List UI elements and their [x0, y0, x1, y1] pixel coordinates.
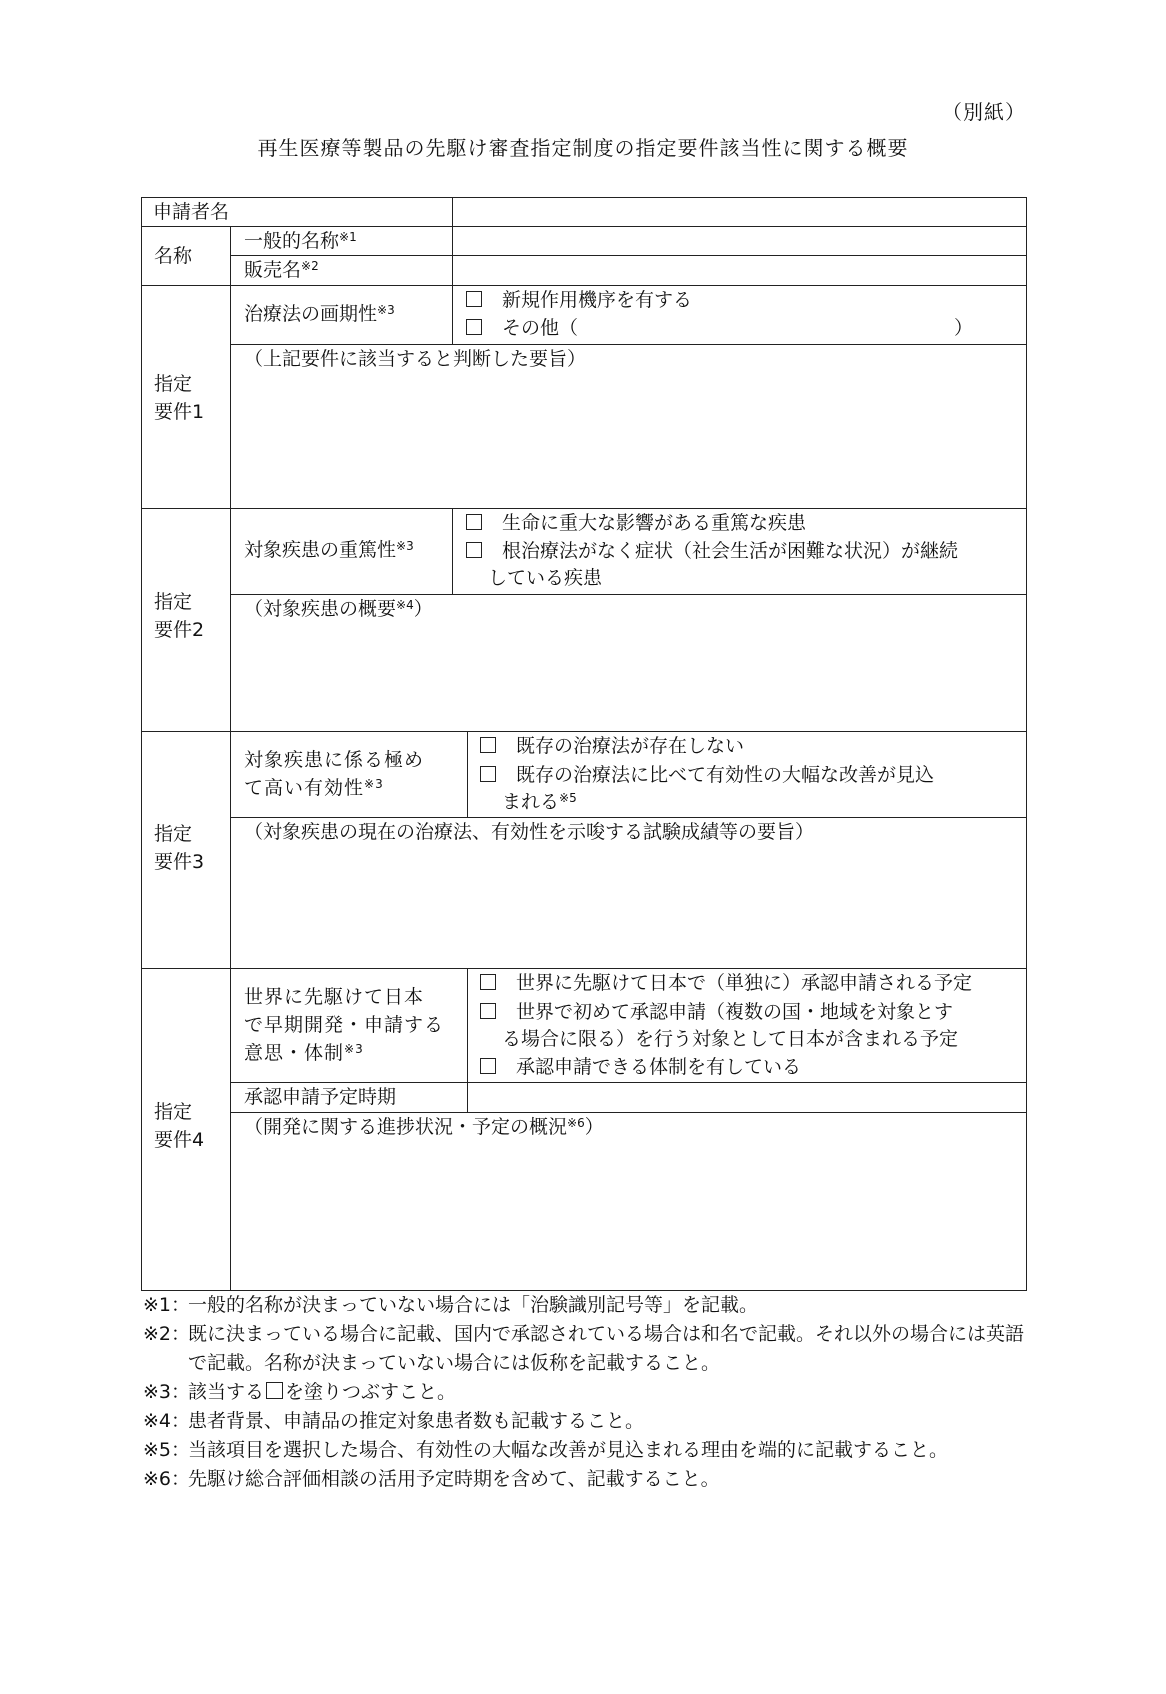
req3-label: 指定 要件3	[154, 823, 205, 873]
req3-detail-label: （対象疾患の現在の治療法、有効性を示唆する試験成績等の要旨）	[244, 821, 815, 843]
brand-name-label: 販売名$^{※2}$	[244, 259, 319, 281]
checkbox[interactable]	[466, 319, 482, 335]
footnote: ※5： 当該項目を選択した場合、有効性の大幅な改善が見込まれる理由を端的に記載すること。	[143, 1439, 949, 1461]
footnote: ※2： 既に決まっている場合に記載、国内で承認されている場合は和名で記載。それ以外の場合には英語で記載。名称が決まっていない場合には仮称を記載すること。	[143, 1323, 1025, 1374]
req1-option-2[interactable]: その他（	[466, 314, 578, 342]
name-label: 名称	[154, 245, 193, 267]
req2-option-2-cont: している疾患	[488, 567, 603, 589]
req1-other-close: ）	[954, 317, 974, 339]
req1-label: 指定 要件1	[154, 373, 205, 423]
column-divider	[452, 198, 453, 344]
req3-option-2[interactable]: 既存の治療法に比べて有効性の大幅な改善が見込	[480, 761, 934, 789]
checkbox[interactable]	[466, 291, 482, 307]
req1-option-1[interactable]: 新規作用機序を有する	[466, 286, 692, 314]
column-divider	[467, 731, 468, 817]
req2-criterion: 対象疾患の重篤性$^{※3}$	[244, 539, 414, 561]
column-divider	[452, 508, 453, 594]
checkbox[interactable]	[480, 974, 496, 990]
req4-option-1[interactable]: 世界に先駆けて日本で（単独に）承認申請される予定	[480, 969, 972, 997]
checkbox[interactable]	[466, 514, 482, 530]
req4-schedule-label: 承認申請予定時期	[244, 1086, 397, 1108]
footnote: ※4： 患者背景、申請品の推定対象患者数も記載すること。	[143, 1410, 645, 1432]
applicant-label: 申請者名	[153, 201, 230, 223]
checkbox[interactable]	[480, 766, 496, 782]
designation-form	[141, 197, 1027, 1291]
req3-option-1[interactable]: 既存の治療法が存在しない	[480, 732, 744, 760]
req2-option-1[interactable]: 生命に重大な影響がある重篤な疾患	[466, 509, 806, 537]
req4-criterion: 世界に先駆けて日本 で早期開発・申請する 意思・体制$^{※3}$	[244, 986, 445, 1064]
checkbox[interactable]	[480, 1003, 496, 1019]
checkbox[interactable]	[480, 1058, 496, 1074]
column-divider	[230, 226, 231, 1290]
req4-option-3[interactable]: 承認申請できる体制を有している	[480, 1053, 801, 1081]
attachment-label: （別紙）	[942, 100, 1026, 124]
footnote: ※1： 一般的名称が決まっていない場合には「治験識別記号等」を記載。	[143, 1294, 759, 1316]
req2-detail-label: （対象疾患の概要$^{※4}$）	[244, 598, 433, 620]
req2-label: 指定 要件2	[154, 591, 205, 641]
column-divider	[467, 968, 468, 1112]
checkbox[interactable]	[466, 542, 482, 558]
req1-detail-label: （上記要件に該当すると判断した要旨）	[244, 348, 587, 370]
req4-option-2-cont: る場合に限る）を行う対象として日本が含まれる予定	[502, 1028, 959, 1050]
req3-criterion: 対象疾患に係る極め て高い有効性$^{※3}$	[244, 749, 425, 799]
req1-criterion: 治療法の画期性$^{※3}$	[244, 303, 395, 325]
checkbox-icon	[266, 1382, 283, 1399]
req2-option-2[interactable]: 根治療法がなく症状（社会生活が困難な状況）が継続	[466, 537, 958, 565]
req4-option-2[interactable]: 世界で初めて承認申請（複数の国・地域を対象とす	[480, 998, 953, 1026]
req4-label: 指定 要件4	[154, 1101, 205, 1151]
row-divider	[230, 255, 1026, 256]
footnote: ※6： 先駆け総合評価相談の活用予定時期を含めて、記載すること。	[143, 1468, 720, 1490]
page-title: 再生医療等製品の先駆け審査指定制度の指定要件該当性に関する概要	[257, 136, 909, 160]
req3-option-2-cont: まれる$^{※5}$	[502, 791, 577, 813]
checkbox[interactable]	[480, 737, 496, 753]
footnotes	[143, 1291, 1033, 1494]
footnote: ※3： 該当する を塗りつぶすこと。	[143, 1381, 457, 1403]
general-name-label: 一般的名称$^{※1}$	[244, 230, 357, 252]
req4-detail-label: （開発に関する進捗状況・予定の概況$^{※6}$）	[244, 1116, 604, 1138]
